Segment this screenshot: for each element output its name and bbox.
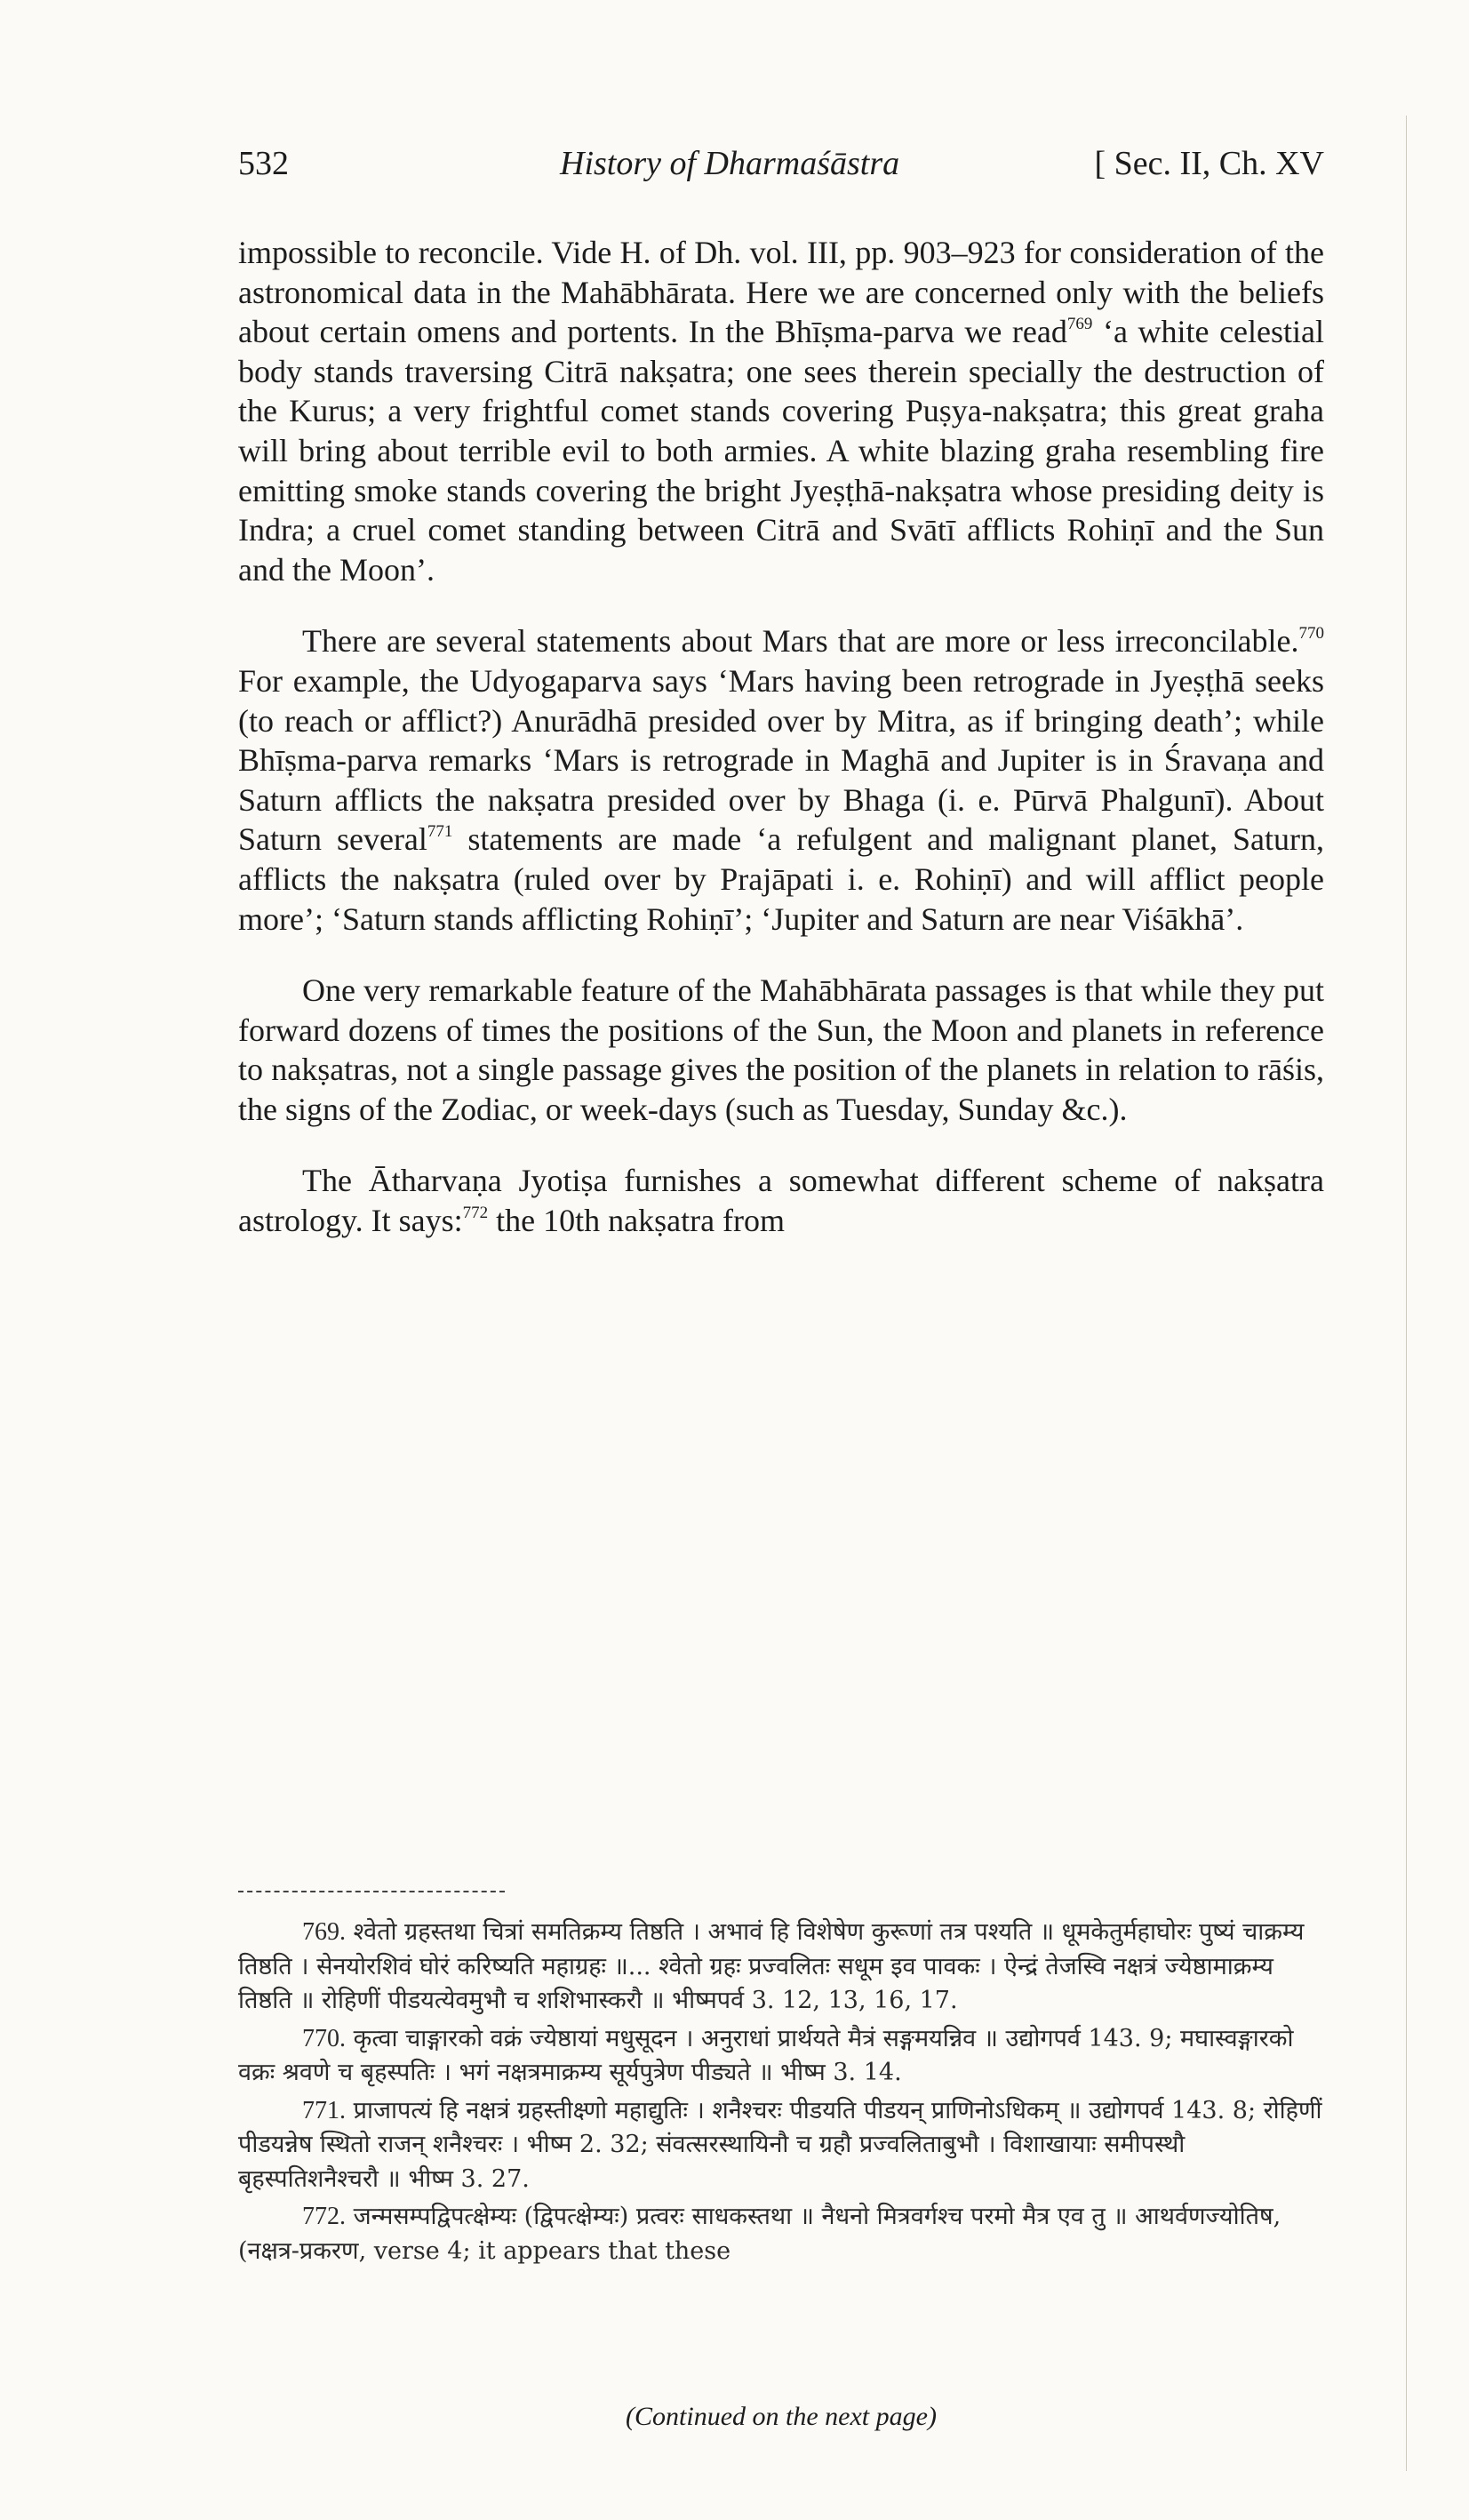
footnote-771 — [238, 2094, 1324, 2197]
paragraph-4 — [238, 1161, 1324, 1240]
paragraph-text: the 10th nakṣatra from — [488, 1203, 786, 1239]
main-text — [238, 233, 1324, 1241]
footnote-770 — [238, 2022, 1324, 2091]
page-edge-line — [1406, 116, 1407, 2471]
footnote-ref-771: 771 — [427, 822, 453, 842]
footnote-rule — [238, 1891, 505, 1892]
footnote-ref-770: 770 — [1298, 624, 1324, 644]
paragraph-1 — [238, 233, 1324, 589]
footnote-ref-772: 772 — [462, 1204, 489, 1223]
footnote-ref-769: 769 — [1066, 315, 1093, 334]
footnote-text: श्वेतो ग्रहस्तथा चित्रां समतिक्रम्य तिष्ठति । अभावं हि विशेषेण कुरूणां तत्र पश्यति ॥ धूमकेतुर्महाघोरः पुष्यं चाक्रम्य तिष्ठति । सेनयोरशिवं घोरं करिष्यति महाग्रहः ॥... श्वेतो ग्रहः प्रज्वलितः सधूम इव पावकः । ऐन्द्रं तेजस्वि नक्षत्रं ज्येष्ठामाक्रम्य तिष्ठति ॥ रोहिणीं पीडयत्येवमुभौ च शशिभास्करौ ॥ भीष्मपर्व 3. 12, 13, 16, 17. — [238, 1918, 1305, 2014]
paragraph-3 — [238, 971, 1324, 1129]
paragraph-text: The Ātharvaṇa Jyotiṣa furnishes a somewhat different scheme of nakṣatra astrology. It says: — [238, 1163, 1324, 1239]
footnote-769 — [238, 1916, 1324, 2019]
continued-note: (Continued on the next page) — [626, 2402, 937, 2431]
footnote-text: जन्मसम्पद्विपत्क्षेम्यः (द्विपत्क्षेम्यः) प्रत्वरः साधकस्तथा ॥ नैधनो मित्रवर्गश्च परमो मैत्र एव तु ॥ आथर्वणज्योतिष, (नक्षत्र-प्रकरण, verse 4; it appears that these — [238, 2203, 1281, 2265]
paragraph-text: impossible to reconcile. Vide H. of Dh. vol. III, pp. 903–923 for consideration of the astronomical data in the Mahābhārata. Here we are concerned only with the beliefs about certain omens and portents. In the Bhīṣma-parva we read — [238, 235, 1324, 350]
footnote-number: 772. — [302, 2203, 346, 2230]
footnote-number: 769. — [302, 1918, 346, 1946]
paragraph-text: ‘a white celestial body stands traversing Citrā nakṣatra; one sees therein specially the destruction of the Kurus; a very frightful comet stands covering Puṣya-nakṣatra; this great graha will bring about terrible evil to both armies. A white blazing graha resembling fire emitting smoke stands covering the bright Jyeṣṭhā-nakṣatra whose presiding deity is Indra; a cruel comet standing between Citrā and Svātī afflicts Rohiṇī and the Sun and the Moon’. — [238, 314, 1325, 588]
paragraph-text: One very remarkable feature of the Mahābhārata passages is that while they put forward dozens of times the positions of the Sun, the Moon and planets in reference to nakṣatras, not a single passage gives the position of the planets in relation to rāśis, the signs of the Zodiac, or week-days (such as Tuesday, Sunday &c.). — [238, 972, 1324, 1127]
paragraph-text: There are several statements about Mars that are more or less irreconcilable. — [302, 623, 1299, 660]
running-title: History of Dharmaśāstra — [560, 145, 900, 182]
footnote-number: 771. — [302, 2096, 346, 2124]
section-label: [ Sec. II, Ch. XV — [1094, 145, 1324, 182]
running-header — [238, 144, 1324, 197]
footnote-text: प्राजापत्यं हि नक्षत्रं ग्रहस्तीक्ष्णो महाद्युतिः । शनैश्चरः पीडयति पीडयन् प्राणिनोऽधिकम् ॥ उद्योगपर्व 143. 8; रोहिणीं पीडयन्नेष स्थितो राजन् शनैश्चरः । भीष्म 2. 32; संवत्सरस्थायिनौ च ग्रहौ प्रज्वलिताबुभौ । विशाखायाः समीपस्थौ बृहस्पतिशनैश्चरौ ॥ भीष्म 3. 27. — [238, 2096, 1322, 2193]
footnote-number: 770. — [302, 2024, 346, 2052]
footnote-772 — [238, 2200, 1324, 2268]
page-number: 532 — [238, 145, 289, 182]
footnote-text: कृत्वा चाङ्गारको वक्रं ज्येष्ठायां मधुसूदन । अनुराधां प्रार्थयते मैत्रं सङ्गमयन्निव ॥ उद्योगपर्व 143. 9; मघास्वङ्गारको वक्रः श्रवणे च बृहस्पतिः । भगं नक्षत्रमाक्रम्य सूर्यपुत्रेण पीड्यते ॥ भीष्म 3. 14. — [238, 2024, 1294, 2086]
paragraph-text: For example, the Udyogaparva says ‘Mars having been retrograde in Jyeṣṭhā seeks (to reach or afflict?) Anurādhā presided over by Mitra, as if bringing death’; while Bhīṣma-parva remarks ‘Mars is retrograde in Maghā and Jupiter is in Śravaṇa and Saturn afflicts the nakṣatra presided over by Bhaga (i. e. Pūrvā Phalgunī). About Saturn several — [238, 662, 1324, 858]
paragraph-2 — [238, 621, 1324, 939]
footnotes — [238, 1916, 1324, 2272]
paragraph-text: statements are made ‘a refulgent and malignant planet, Saturn, afflicts the nakṣatra (ruled over by Prajāpati i. e. Rohiṇī) and will afflict people more’; ‘Saturn stands afflicting Rohiṇī’; ‘Jupiter and Saturn are near Viśākhā’. — [238, 821, 1324, 937]
